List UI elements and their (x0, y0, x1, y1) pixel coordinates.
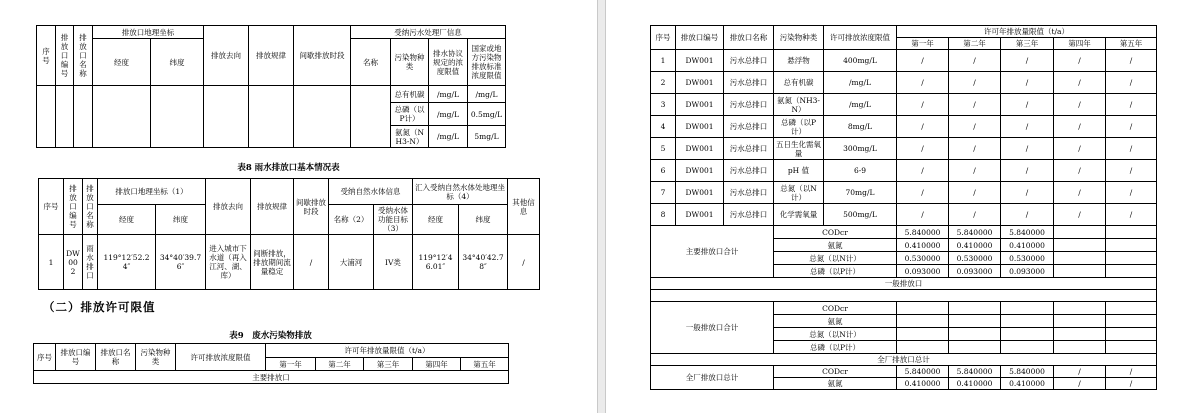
table-cell: 其他信息 (508, 179, 540, 235)
table-cell (56, 86, 74, 148)
table-cell: 119°12′52.24″ (98, 235, 156, 290)
table9-wastewater-limits-continuation (650, 25, 1157, 390)
table-cell: /mg/L (429, 86, 468, 103)
table-cell: 第四年 (1054, 38, 1106, 50)
table-cell: 污水总排口 (724, 116, 774, 138)
table-cell: / (897, 50, 949, 72)
table-cell (949, 341, 1001, 354)
table-cell: 一般排放口 (651, 278, 1157, 290)
table7-wastewater-outlet-continuation (36, 25, 506, 148)
table-cell: /mg/L (824, 94, 897, 116)
table8-rainwater-outlet-grid (38, 178, 540, 290)
table-cell (1106, 302, 1157, 315)
table-cell: 排放规律 (249, 26, 294, 86)
table-cell (294, 86, 351, 148)
table-row (651, 160, 1157, 182)
table-cell: 34°40′39.76″ (156, 235, 206, 290)
table-cell: 500mg/L (824, 204, 897, 226)
table-cell: 0.410000 (897, 378, 949, 390)
table8-rainwater-outlet (38, 178, 540, 290)
table-cell: / (1054, 378, 1106, 390)
table-cell: 经度 (413, 205, 459, 235)
table-cell (1106, 328, 1157, 341)
table-cell: 间歇排放时段 (294, 26, 351, 86)
table-cell: 0.530000 (897, 252, 949, 265)
table-cell: 0.410000 (1001, 378, 1054, 390)
table-cell: / (949, 204, 1001, 226)
table-cell: 5.840000 (897, 226, 949, 239)
table-cell: / (1001, 50, 1054, 72)
table-cell: 氨氮 (774, 239, 897, 252)
table-cell: / (1054, 72, 1106, 94)
table-cell: 0.410000 (949, 378, 1001, 390)
table-cell (37, 86, 56, 148)
table-cell: 化学需氧量 (774, 204, 824, 226)
table-cell: / (949, 72, 1001, 94)
table-cell: / (1001, 204, 1054, 226)
table-cell: / (1106, 182, 1157, 204)
table-cell: / (1106, 204, 1157, 226)
table-cell: 0.093000 (949, 265, 1001, 278)
table-cell: / (949, 116, 1001, 138)
table-cell: / (1106, 138, 1157, 160)
table-cell (1054, 226, 1106, 239)
table-cell: 第四年 (413, 358, 461, 371)
table-cell: 全厂排放口总计 (651, 366, 774, 390)
table-row (651, 26, 1157, 38)
table-cell (74, 86, 93, 148)
table-cell: /mg/L (429, 126, 468, 148)
table-cell: 污水总排口 (724, 160, 774, 182)
table-cell: / (1054, 204, 1106, 226)
table-cell: 许可排放浓度限值 (176, 344, 266, 371)
table-cell: 氨氮 (774, 378, 897, 390)
table-cell: 许可排放浓度限值 (824, 26, 897, 50)
table-cell (204, 86, 249, 148)
table-cell: 4 (651, 116, 676, 138)
table-cell: / (508, 235, 540, 290)
table-cell: 名称 (351, 39, 391, 86)
table-cell: DW001 (676, 116, 724, 138)
table-cell (949, 328, 1001, 341)
table-cell: / (1106, 72, 1157, 94)
table-cell: DW001 (676, 94, 724, 116)
table-cell: 进入城市下水道（再入江河、湖、库） (206, 235, 251, 290)
table-cell: 序号 (651, 26, 676, 50)
table-cell: 排放去向 (206, 179, 251, 235)
table-cell: DW001 (676, 204, 724, 226)
table9-wastewater-limits-continuation-grid (650, 25, 1157, 390)
table-cell (1106, 265, 1157, 278)
table-cell: / (897, 94, 949, 116)
table-cell (249, 86, 294, 148)
table-cell (1054, 302, 1106, 315)
table-cell: 总磷（以P计） (391, 103, 429, 126)
table-cell: 序号 (37, 26, 56, 86)
table-row (651, 290, 1157, 302)
table-cell: 6 (651, 160, 676, 182)
table-cell: 0.410000 (949, 239, 1001, 252)
table-cell: CODcr (774, 366, 897, 378)
table-cell: /mg/L (824, 72, 897, 94)
table-cell (151, 86, 204, 148)
table-cell: / (1106, 94, 1157, 116)
table-cell (1106, 252, 1157, 265)
table-cell: DW002 (64, 235, 83, 290)
table-cell: 间断排放，排放期间流量稳定 (251, 235, 294, 290)
table-cell: 国家或地方污染物排放标准浓度限值 (468, 39, 506, 86)
table-row (39, 235, 540, 290)
table-cell: 34°40′42.78″ (459, 235, 508, 290)
table-cell (1054, 315, 1106, 328)
table-cell: 排放口名称 (83, 179, 98, 235)
table-cell: / (1054, 160, 1106, 182)
table-row (39, 179, 540, 205)
table-cell: 五日生化需氧量 (774, 138, 824, 160)
table-cell: 400mg/L (824, 50, 897, 72)
table-cell (1106, 226, 1157, 239)
table-cell: / (1001, 160, 1054, 182)
table-cell: 纬度 (156, 205, 206, 235)
table-cell: 排放口编号 (64, 179, 83, 235)
table-cell: 主要排放口合计 (651, 226, 774, 278)
table-cell (897, 315, 949, 328)
table-cell: 受纳自然水体信息 (329, 179, 413, 205)
table-cell: 总磷（以P计） (774, 341, 897, 354)
table-cell (949, 302, 1001, 315)
table-cell: / (1054, 182, 1106, 204)
table-cell: / (1001, 116, 1054, 138)
table-cell (651, 290, 1157, 302)
table-cell: 5mg/L (468, 126, 506, 148)
table-cell: 第三年 (1001, 38, 1054, 50)
table-cell: 污水总排口 (724, 50, 774, 72)
table-cell: 排放口名称 (724, 26, 774, 50)
table-cell: 第一年 (897, 38, 949, 50)
table-row (651, 278, 1157, 290)
table-cell (1001, 328, 1054, 341)
table-cell: /mg/L (468, 86, 506, 103)
table-cell: 污染物种类 (391, 39, 429, 86)
table-cell: 总磷（以P计） (774, 116, 824, 138)
table-cell (1001, 302, 1054, 315)
table-cell: 污水总排口 (724, 204, 774, 226)
table-cell: / (1106, 366, 1157, 378)
table-cell: DW001 (676, 138, 724, 160)
table-cell: 5.840000 (1001, 366, 1054, 378)
section-heading: （二）排放许可限值 (43, 300, 156, 314)
table-cell (1054, 341, 1106, 354)
table-cell: 污水总排口 (724, 182, 774, 204)
table-cell: 70mg/L (824, 182, 897, 204)
table-cell: 氨氮（NH3-N） (391, 126, 429, 148)
table-cell: 排放口地理坐标（1） (98, 179, 206, 205)
table-cell: 排放口编号 (676, 26, 724, 50)
table-cell: / (949, 182, 1001, 204)
table-cell (351, 86, 391, 148)
table-cell (1106, 341, 1157, 354)
table-cell (949, 315, 1001, 328)
table-cell: 主要排放口 (34, 371, 509, 384)
table-cell (1054, 252, 1106, 265)
table-cell: / (1054, 116, 1106, 138)
table-cell: 雨水排口 (83, 235, 98, 290)
table-cell: / (1001, 182, 1054, 204)
table-cell: 总磷（以P计） (774, 265, 897, 278)
table-cell: / (1106, 116, 1157, 138)
table-cell: 一般排放口合计 (651, 302, 774, 354)
table-cell: DW001 (676, 50, 724, 72)
table-cell: / (897, 72, 949, 94)
table-cell: 0.410000 (1001, 239, 1054, 252)
table-cell (1001, 315, 1054, 328)
table-cell: 排放口名称 (96, 344, 136, 371)
table-row (651, 94, 1157, 116)
table-cell: 污染物种类 (136, 344, 176, 371)
table-cell: 0.093000 (897, 265, 949, 278)
table-cell: / (294, 235, 329, 290)
table-cell: 排放口名称 (74, 26, 93, 86)
table-cell: / (1106, 50, 1157, 72)
table-cell: 经度 (93, 39, 151, 86)
table-cell: 氨氮 (774, 315, 897, 328)
table-cell (897, 302, 949, 315)
table-cell: /mg/L (429, 103, 468, 126)
table-cell: 第五年 (461, 358, 509, 371)
table-cell: / (1054, 138, 1106, 160)
table-cell: 汇入受纳自然水体处地理坐标（4） (413, 179, 508, 205)
table-row (34, 344, 509, 358)
table-cell: / (1001, 72, 1054, 94)
table-cell: / (949, 160, 1001, 182)
table-cell: / (949, 50, 1001, 72)
table-cell: 序号 (39, 179, 64, 235)
table-cell: 受纳水体功能目标（3） (374, 205, 413, 235)
table-row (651, 366, 1157, 378)
table-row (37, 86, 506, 103)
table-cell: DW001 (676, 182, 724, 204)
table-cell: 总氮（以N计） (774, 182, 824, 204)
table-cell: / (1106, 378, 1157, 390)
table-cell: 5 (651, 138, 676, 160)
table-cell: 119°12′46.01″ (413, 235, 459, 290)
table-cell: 许可年排放量限值（t/a） (266, 344, 509, 358)
table-cell: 排放去向 (204, 26, 249, 86)
table-cell: 5.840000 (1001, 226, 1054, 239)
table-row (651, 72, 1157, 94)
table-cell: / (1106, 160, 1157, 182)
table-cell (1054, 328, 1106, 341)
table-cell: 纬度 (151, 39, 204, 86)
table-cell: 排放口编号 (56, 344, 96, 371)
table9-wastewater-limits-grid (33, 343, 509, 384)
table-cell: 6-9 (824, 160, 897, 182)
table-cell: / (1054, 50, 1106, 72)
table-cell: / (897, 138, 949, 160)
table-cell: / (1001, 94, 1054, 116)
table7-wastewater-outlet-continuation-grid (36, 25, 506, 148)
table-cell: DW001 (676, 72, 724, 94)
table-cell: / (949, 138, 1001, 160)
table-cell: 排放规律 (251, 179, 294, 235)
table-cell (897, 328, 949, 341)
table-cell: 第五年 (1106, 38, 1157, 50)
table-cell: 1 (651, 50, 676, 72)
table-row (651, 226, 1157, 239)
table-cell: 污水总排口 (724, 72, 774, 94)
table-cell: 大浦河 (329, 235, 374, 290)
document-page-left (0, 0, 597, 413)
table-cell: 3 (651, 94, 676, 116)
table-cell: 总有机碳 (774, 72, 824, 94)
table-cell: 5.840000 (949, 226, 1001, 239)
table-cell: 300mg/L (824, 138, 897, 160)
table-cell: 2 (651, 72, 676, 94)
table-cell: IV类 (374, 235, 413, 290)
table-cell: 0.410000 (897, 239, 949, 252)
table-cell: 受纳污水处理厂信息 (351, 26, 506, 39)
table-row (651, 204, 1157, 226)
table-cell: 名称（2） (329, 205, 374, 235)
table-cell: 污水总排口 (724, 138, 774, 160)
table-cell: 8mg/L (824, 116, 897, 138)
table-cell: 悬浮物 (774, 50, 824, 72)
table-cell: 总氮（以N计） (774, 328, 897, 341)
table-cell (1054, 239, 1106, 252)
table9-wastewater-limits (33, 343, 509, 384)
table-cell: / (1054, 94, 1106, 116)
table-row (651, 116, 1157, 138)
table-cell: 经度 (98, 205, 156, 235)
table-cell: 第一年 (266, 358, 316, 371)
table-row (651, 138, 1157, 160)
table-cell: 纬度 (459, 205, 508, 235)
table-cell: 排放口编号 (56, 26, 74, 86)
table-cell: / (1054, 366, 1106, 378)
table-cell (1054, 265, 1106, 278)
table-cell: 污染物种类 (774, 26, 824, 50)
table8-title: 表8 雨水排放口基本情况表 (237, 163, 340, 173)
table-cell: 序号 (34, 344, 56, 371)
table-row (651, 182, 1157, 204)
table-row (651, 302, 1157, 315)
table-cell: 间歇排放时段 (294, 179, 329, 235)
table-cell: pH 值 (774, 160, 824, 182)
table-cell: 第二年 (316, 358, 364, 371)
table-cell: 0.530000 (949, 252, 1001, 265)
table-cell: 第三年 (364, 358, 413, 371)
table-cell: 0.5mg/L (468, 103, 506, 126)
table-cell: 排水协议规定的浓度限值 (429, 39, 468, 86)
table-cell: 7 (651, 182, 676, 204)
table-cell (1001, 341, 1054, 354)
table-cell: 0.530000 (1001, 252, 1054, 265)
table-cell: 5.840000 (897, 366, 949, 378)
table-row (651, 354, 1157, 366)
table-cell: 全厂排放口总计 (651, 354, 1157, 366)
table-cell: 第二年 (949, 38, 1001, 50)
table-cell: 1 (39, 235, 64, 290)
table-cell: / (1001, 138, 1054, 160)
table-cell: 污水总排口 (724, 94, 774, 116)
table-cell: CODcr (774, 226, 897, 239)
table-cell (897, 341, 949, 354)
table-cell: 总有机碳 (391, 86, 429, 103)
table-cell: / (949, 94, 1001, 116)
table-cell: 5.840000 (949, 366, 1001, 378)
table9-title: 表9 废水污染物排放 (229, 331, 312, 341)
table-row (34, 371, 509, 384)
table-cell: / (897, 116, 949, 138)
table-cell: 总氮（以N计） (774, 252, 897, 265)
table-cell: 许可年排放量限值（t/a） (897, 26, 1157, 38)
table-cell (1106, 315, 1157, 328)
table-cell: DW001 (676, 160, 724, 182)
table-cell (1106, 239, 1157, 252)
table-cell: 8 (651, 204, 676, 226)
page-gutter (597, 0, 606, 413)
table-cell: CODcr (774, 302, 897, 315)
table-cell: / (897, 182, 949, 204)
table-cell (93, 86, 151, 148)
table-row (651, 50, 1157, 72)
table-cell: 氨氮（NH3-N） (774, 94, 824, 116)
table-cell: 排放口地理坐标 (93, 26, 204, 39)
table-cell: 0.093000 (1001, 265, 1054, 278)
table-cell: / (897, 160, 949, 182)
document-page-right (606, 0, 1197, 413)
table-row (37, 26, 506, 39)
table-cell: / (897, 204, 949, 226)
